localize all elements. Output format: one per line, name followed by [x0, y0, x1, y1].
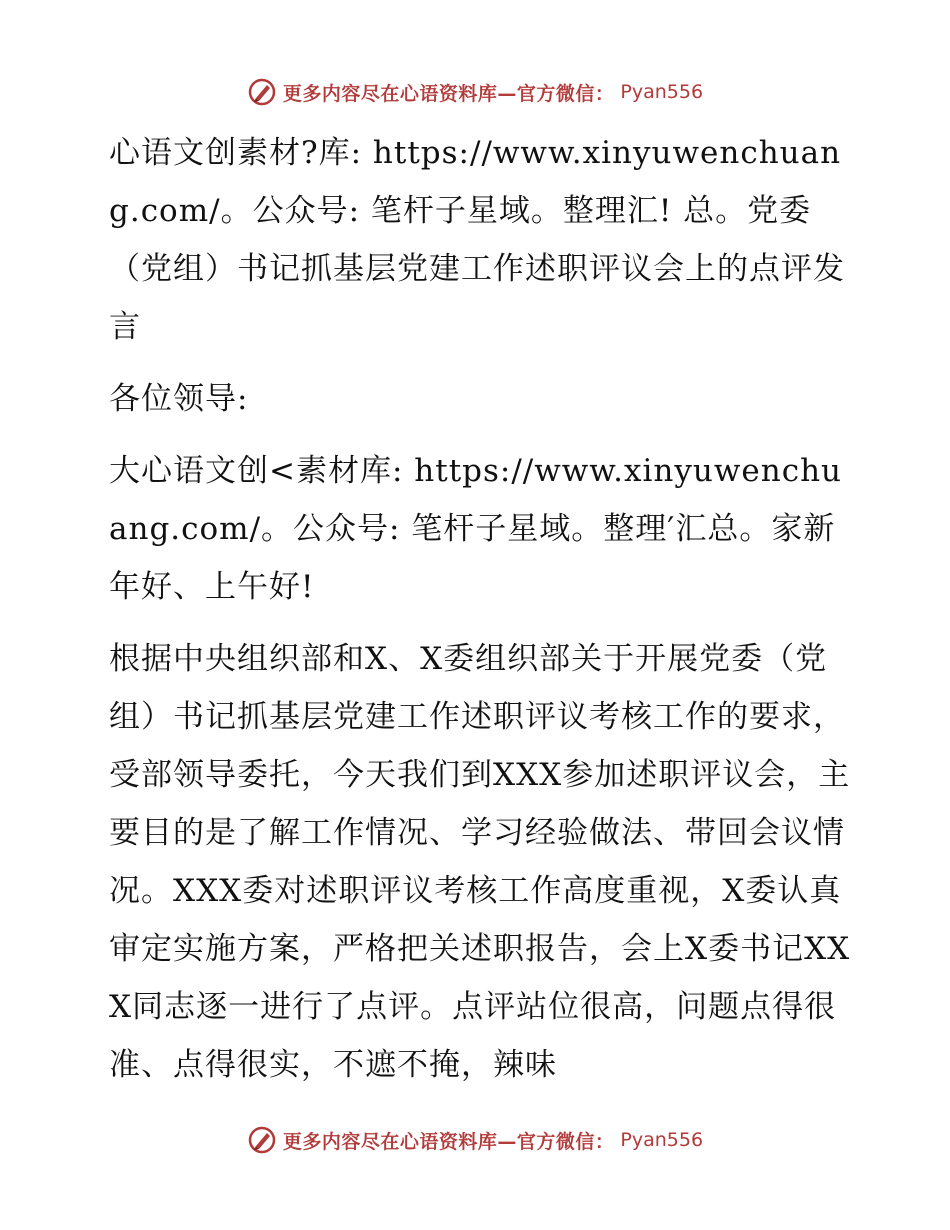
paragraph-salutation: 各位领导:	[109, 381, 249, 417]
header-watermark-banner	[0, 72, 950, 112]
banner-text: 更多内容尽在心语资料库—官方微信：	[282, 1130, 615, 1153]
banner-text: 更多内容尽在心语资料库—官方微信：	[282, 82, 615, 105]
paragraph-title: 心语文创素材?库: https://www.xinyuwenchuang.com/。公众号: 笔杆子星域。整理汇! 总。党委（党组）书记抓基层党建工作述职评议会上的点评发言	[109, 135, 845, 345]
document-body	[97, 124, 857, 1094]
paragraph-body: 根据中央组织部和X、X委组织部关于开展党委（党组）书记抓基层党建工作述职评议考核工作的要求，受部领导委托，今天我们到XXX参加述职评议会，主要目的是了解工作情况、学习经验做法、带回会议情况。XXX委对述职评议考核工作高度重视，X委认真审定实施方案，严格把关述职报告，会上X委书记XXX同志逐一进行了点评。点评站位很高，问题点得很准、点得很实，不遮不掩，辣味	[109, 641, 851, 1083]
pen-logo-icon	[247, 1125, 277, 1155]
paragraph-greeting: 大心语文创<素材库: https://www.xinyuwenchuang.com/。公众号: 笔杆子星域。整理′汇总。家新年好、上午好!	[109, 453, 842, 605]
banner-wechat-id: Pyan556	[620, 1129, 704, 1151]
pen-logo-icon	[247, 77, 277, 107]
footer-watermark-banner	[0, 1120, 950, 1160]
banner-wechat-id: Pyan556	[620, 81, 704, 103]
